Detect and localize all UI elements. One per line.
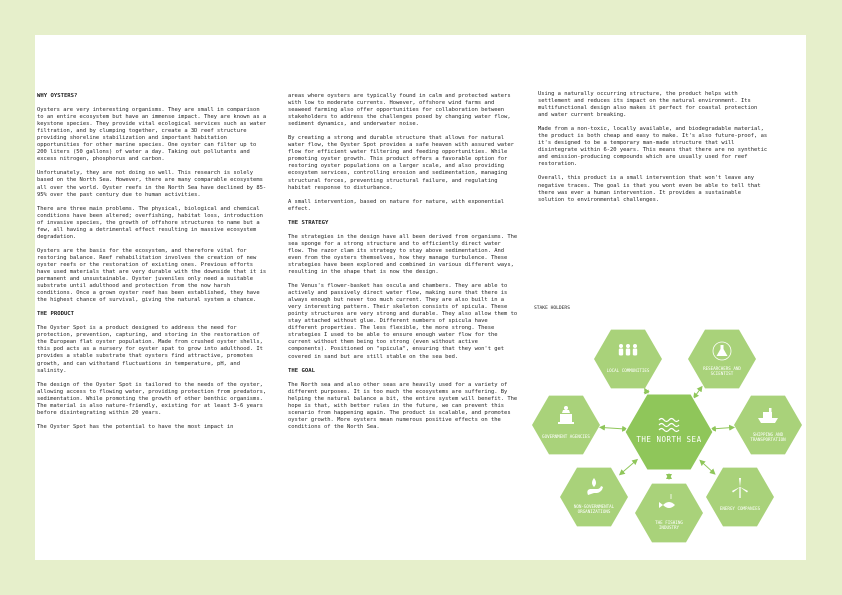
section-heading: THE GOAL	[288, 367, 315, 374]
hexagon-shape	[594, 330, 662, 389]
stakeholder-label: NON-GOVERNMENTAL	[573, 504, 615, 509]
paragraph: Overall, this product is a small intervention that won't leave any negative traces. The goal is that you wont even be able to tell that there was ever a human intervention. It provides a sustainable solution to environmental challenges.	[538, 175, 761, 203]
paragraph: The Oyster Spot has the potential to have the most impact in	[37, 423, 234, 430]
paragraph: A small intervention, based on nature for nature, with exponential effect.	[288, 198, 505, 212]
hexagon-shape	[635, 484, 703, 543]
stakeholder-label: RESEARCHERS AND	[703, 366, 741, 371]
connector-arrow	[701, 462, 713, 473]
text-column-3	[538, 91, 770, 211]
center-hexagon-shape	[625, 394, 713, 470]
stakeholder-label-line2: ORGANIZATIONS	[577, 509, 611, 514]
paragraph: Using a naturally occurring structure, the product helps with settlement and reduces its impact on the natural environment. Its multifunctional design also makes it perfect for coastal protection and water current breaking.	[538, 91, 758, 119]
document-page	[35, 35, 806, 560]
stakeholder-hex	[532, 396, 600, 455]
stakeholder-hex	[706, 468, 774, 527]
diagram-title: STAKE HOLDERS	[534, 306, 570, 311]
connector-arrow	[621, 461, 636, 474]
center-hex	[625, 394, 713, 470]
connector-arrow	[646, 390, 648, 393]
hexagon-shape	[560, 468, 628, 527]
connector-arrow	[713, 428, 732, 429]
stakeholder-label: THE FISHING	[655, 520, 683, 525]
paragraph: The Venus's flower-basket has oscula and chambers. They are able to actively and passively direct water flow, making sure that there is always enough but never too much current. They are also built in a very interesting pattern. Their skeleton consists of spicula. These pointy structures are very strong and durable. They also allow them to stay attached without glue. Different numbers of spicula have different properties. The less flexible, the more strong. These strategies I used to be able to ensure enough water flow for the current without them being too strong (even without active components). Positioned on "spicula", ensuring that they won't get covered in sand but are still stable on the sea bed.	[288, 283, 518, 360]
paragraph: Oysters are the basis for the ecosystem, and therefore vital for restoring balance. Reef rehabilitation involves the creation of new oyster reefs or the restoration of existing ones. Previous efforts have used materials that are very durable with the downside that it is permanent and unsustainable. Oyster juveniles only need a suitable substrate until adulthood and protection from the now harsh conditions. Once a grown oyster reef has been established, they have the highest chance of survival, giving the natural system a chance.	[37, 247, 267, 304]
stakeholder-label: SHIPPING AND	[752, 432, 784, 437]
stakeholder-hex	[635, 484, 703, 543]
hexagon-shape	[688, 330, 756, 389]
text-column-1	[37, 93, 269, 438]
stakeholder-label-line2: SCIENTIST	[710, 371, 734, 376]
stakeholder-label-line2: TRANSPORTATION	[750, 437, 786, 442]
paragraph: There are three main problems. The physical, biological and chemical conditions have been altered; overfishing, habitat loss, introduction of invasive species, the growth of offshore structures to name but a few, all having a detrimental effect resulting in massive ecosystem degradation.	[37, 205, 263, 240]
stakeholder-label: ENERGY COMPANIES	[719, 506, 761, 511]
paragraph: The strategies in the design have all been derived from organisms. The sea sponge for a strong structure and to efficiently direct water flow. The razor clam its strategy to stay above sedimentation. And even from the oysters themselves, how they manage turbulence. These strategies have been explored and combined in various different ways, resulting in the shape that is now the design.	[288, 233, 518, 275]
paragraph: Unfortunately, they are not doing so well. This research is solely based on the North Sea. However, there are many comparable ecosystems all over the world. Oyster reefs in the North Sea have declined by 85-95% over the past century due to human activities.	[37, 170, 267, 198]
hexagon-shape	[734, 396, 802, 455]
diagram-hexagons	[532, 330, 802, 543]
paragraph: The design of the Oyster Spot is tailored to the needs of the oyster, allowing access to flowing water, providing protection from predators, sedimentation. While promoting the growth of other benthic organisms. The material is also nature-friendly, existing for at least 3-6 years before disintegrating within 20 years.	[37, 381, 267, 416]
stakeholder-hex	[594, 330, 662, 389]
hexagon-shape	[532, 396, 600, 455]
stakeholder-label: GOVERNMENT AGENCIES	[542, 434, 590, 439]
paragraph: Oysters are very interesting organisms. They are small in comparison to an entire ecosystem but have an immense impact. They are known as a keystone species. They provide vital ecological services such as water filtration, and by clumping together, create a 3D reef structure providing shoreline stabilization and important habitation opportunities for other marine species. One oyster can filter up to 200 liters (50 gallons) of water a day. Taking out pollutants and excess nitrogen, phosphorus and carbon.	[37, 107, 267, 163]
stakeholder-hex	[688, 330, 756, 389]
stakeholder-hex	[560, 468, 628, 527]
people-icon	[619, 344, 637, 356]
connector-arrow	[602, 427, 625, 429]
stakeholder-label: LOCAL COMMUNITIES	[606, 368, 650, 373]
stakeholder-diagram	[532, 297, 806, 547]
paragraph: The North sea and also other seas are heavily used for a variety of different purposes. It is too much the ecosystems are suffering. By helping the natural balance a bit, the entire system will benefit. The hope is that, with better rules in the future, we can prevent this scenario from happening again. The product is scalable, and promotes oyster growth. More oysters mean numerous positive effects on the conditions of the North Sea.	[288, 381, 518, 430]
section-heading: WHY OYSTERS?	[37, 93, 78, 99]
stakeholder-hex	[734, 396, 802, 455]
section-heading: THE PRODUCT	[37, 311, 75, 318]
section-heading: THE STRATEGY	[288, 219, 329, 226]
paragraph: areas where oysters are typically found in calm and protected waters with low to moderate currents. However, offshore wind farms and seaweed farming also offer opportunities for collaboration between stakeholders to address the challenges posed by changing water flow, sediment dynamics, and underwater noise.	[288, 93, 511, 128]
stakeholder-label-line2: INDUSTRY	[658, 525, 680, 530]
connector-arrow	[695, 388, 701, 396]
center-label: THE NORTH SEA	[636, 435, 702, 444]
paragraph: The Oyster Spot is a product designed to address the need for protection, prevention, capturing, and storing in the restoration of the European flat oyster population. Made from crushed oyster shells, this pod acts as a nursery for oyster spat to grow into adulthood. It provides a stable substrate that oysters find attractive, promotes growth, and can withstand fluctuations in temperature, pH, and salinity.	[37, 325, 263, 374]
paragraph: By creating a strong and durable structure that allows for natural water flow, the Oyster Spot provides a safe heaven with assured water flow for efficient water filtering and feeding opportunities. While promoting oyster growth. This product offers a favorable option for restoring oyster populations on a larger scale, and also providing ecosystem services, controlling erosion and sedimentation, managing structural forces, preventing structural failure, and regulating habitat response to disturbance.	[288, 135, 514, 191]
paragraph: Made from a non-toxic, locally available, and biodegradable material, the product is both cheap and easy to make. It's also future-proof, as it's designed to be a temporary man-made structure that will disintegrate within 6-20 years. This means that there are no synthetic and emission-producing compounds which are usually used for reef restoration.	[538, 126, 768, 168]
text-column-2	[288, 93, 520, 438]
